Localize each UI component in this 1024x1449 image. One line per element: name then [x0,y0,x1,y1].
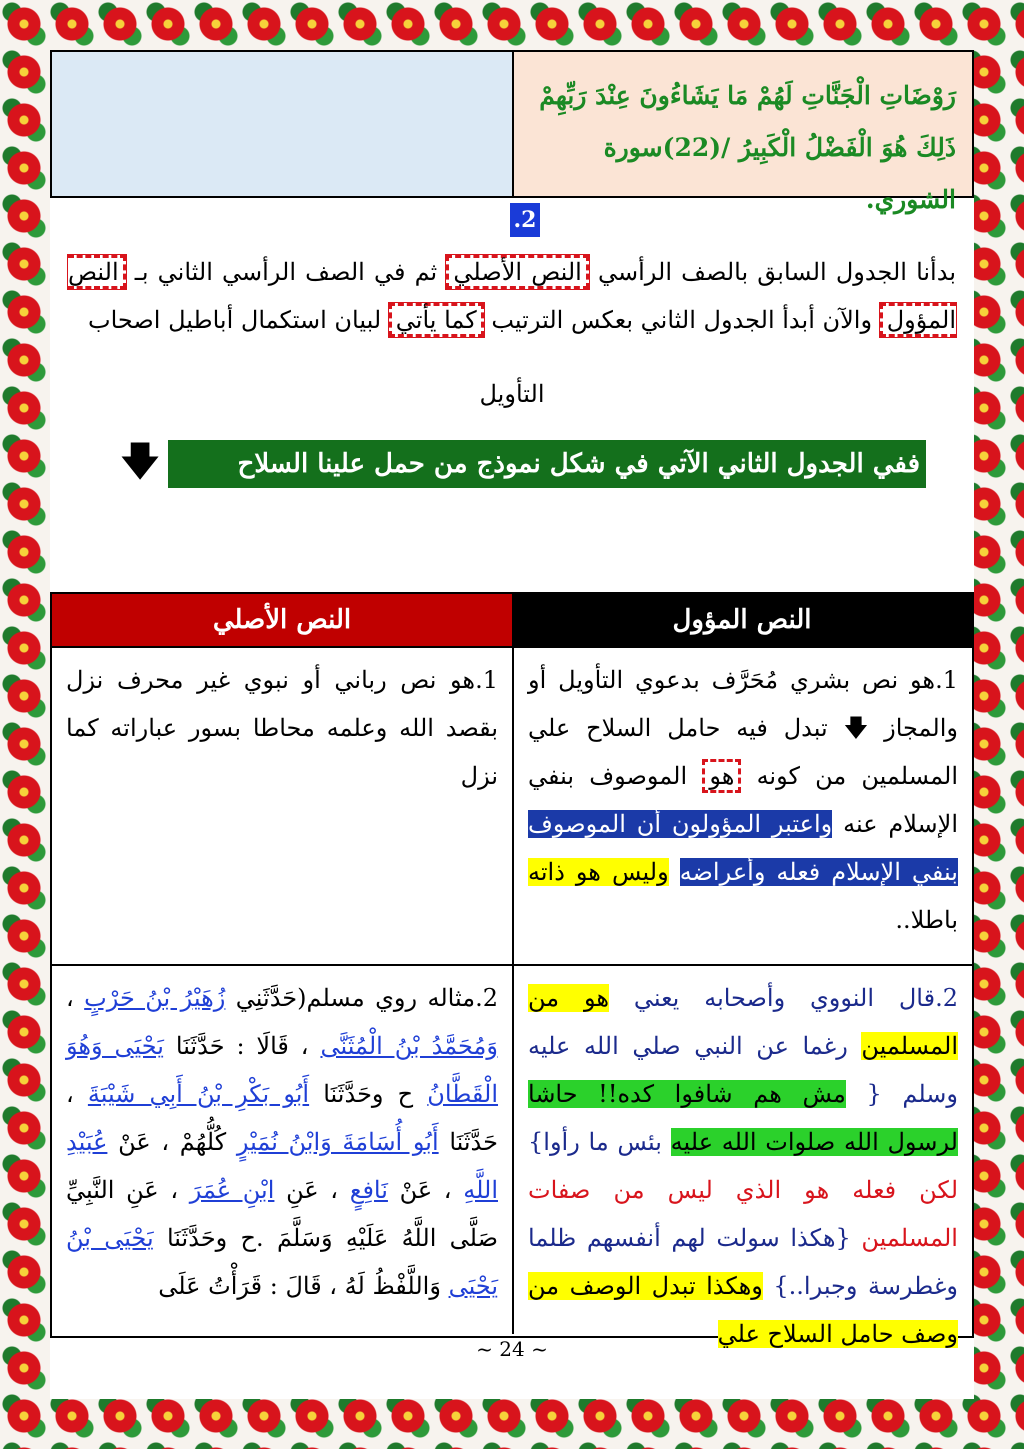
r1-text-3: الموصوف بنفي الإسلام عنه [528,762,959,838]
section-number-badge: .2 [510,203,540,237]
r1-text-1: 1.هو نص بشري مُحَرَّف بدعوي التأويل أو والمجاز [528,666,958,742]
narrator-link[interactable]: أَبُو بَكْرِ بْنُ أَبِي شَيْبَةَ [87,1080,310,1108]
empty-cell [52,52,512,196]
narrator-link[interactable]: زُهَيْرُ بْنُ حَرْبٍ [84,984,226,1012]
r2-highlight-yellow-1: هو من المسلمين [528,984,958,1060]
r2l-text-4: ح وحَدَّثَنَا [323,1080,414,1108]
r2-highlight-green: مش هم شافوا كده!! حاشا لرسول الله صلوات الله عليه [528,1080,958,1156]
green-banner: ففي الجدول الثاني الآتي في شكل نموذج من حمل علينا السلاح فليس منا: [168,440,926,488]
narrator-link[interactable]: نَافِعٍ [349,1176,388,1204]
verse-line-1: رَوْضَاتِ الْجَنَّاتِ لَهُمْ مَا يَشَاءُونَ عِنْدَ رَبِّهِمْ [539,81,956,110]
para-text-2: ثم في الصف الرأسي الثاني بـ [134,258,438,286]
boxed-term-as-follows: كما يأتي [389,303,484,337]
narrator-link[interactable]: عُبَيْدِ اللَّهِ [66,1128,498,1204]
narrator-link[interactable]: يَحْيَى بْنُ يَحْيَى [66,1224,498,1300]
r1-highlight-blue: واعتبر المؤولون أن الموصوف بنفي الإسلام فعله وأعراضه [528,810,958,886]
arrow-down-icon: 🡇 [843,714,869,742]
para-text-3: والآن أبدأ الجدول الثاني بعكس الترتيب [491,306,873,334]
r2l-text-8: ، عَنِ [286,1176,339,1204]
arrow-down-icon: 🡇 [119,439,161,485]
table-row [52,646,972,964]
narrator-link[interactable]: أَبُو أُسَامَةَ وَابْنُ نُمَيْرٍ [236,1128,439,1156]
r2l-text-5: ، حَدَّثَنَا [66,1080,498,1156]
boxed-term-interpreted: النص المؤول [68,255,956,337]
para-text-1: بدأنا الجدول السابق بالصف الرأسي [598,258,957,286]
header-interpreted-text: النص المؤول [512,594,972,646]
r1-text-2: تبدل فيه حامل السلاح علي المسلمين من كونه [528,714,958,790]
para-last-line: التأويل [479,380,545,408]
verse-line-2: ذَلِكَ هُوَ الْفَضْلُ الْكَبِيرُ /(22)سورة الشوري. [603,133,956,214]
r2-text-2: رغما عن النبي صلي الله عليه وسلم { [528,1032,959,1108]
narrator-link[interactable]: وَمُحَمَّدُ بْنُ الْمُثَنَّى [320,1032,498,1060]
narrator-link[interactable]: ابْنِ عُمَرَ [189,1176,275,1204]
r2-text-3: بئس ما رأوا} [528,1128,662,1156]
r2l-text-9: ، عَنِ النَّبِيِّ صَلَّى اللَّهُ عَلَيْهِ وَسَلَّمَ .ح وحَدَّثَنَا [66,1176,498,1252]
boxed-term-original: النص الأصلي [446,255,588,289]
row1-interpreted-cell [512,648,972,964]
r2l-text-1: 2.مثاله روي مسلم(حَدَّثَنِي [235,984,498,1012]
para-text-4: لبيان استكمال أباطيل اصحاب [88,306,382,334]
r2-text-red: لكن فعله هو الذي ليس من صفات المسلمين [528,1176,958,1252]
row1-original-cell: 1.هو نص رباني أو نبوي غير محرف نزل بقصد الله وعلمه محاطا بسور عباراته كما نزل [66,666,498,790]
boxed-word-he: هو [702,759,741,793]
row2-original-cell [52,966,512,1334]
r1-highlight-yellow: وليس هو ذاته [528,858,669,886]
comparison-table [50,592,974,1348]
r2l-text-2: ، [66,984,74,1012]
r2l-text-10: وَاللَّفْظُ لَهُ ، قَالَ : قَرَأْتُ عَلَى [158,1272,441,1300]
intro-paragraph [68,248,956,344]
quran-verse-cell [512,52,972,214]
table-row [52,964,972,1348]
r2l-text-7: ، عَنْ [399,1176,452,1204]
narrator-link[interactable]: يَحْيَى وَهُوَ الْقَطَّانُ [66,1032,499,1108]
page-number: ~ 24 ~ [476,1337,548,1361]
header-original-text: النص الأصلي [52,594,512,646]
row2-interpreted-cell [512,966,972,1348]
table-header-row [52,594,972,646]
r1-text-4: باطلا.. [895,906,958,934]
r2-text-1: 2.قال النووي وأصحابه يعني [633,984,958,1012]
r2-highlight-yellow-2: وهكذا تبدل الوصف من وصف حامل السلاح علي [528,1272,958,1348]
r2l-text-3: ، قَالَا : حَدَّثَنَا [175,1032,309,1060]
r2l-text-6: كُلُّهُمْ ، عَنْ [118,1128,227,1156]
top-table [50,50,974,214]
r2-text-5: {هكذا سولت لهم أنفسهم ظلما وغطرسة وجبرا..} [528,1224,959,1300]
